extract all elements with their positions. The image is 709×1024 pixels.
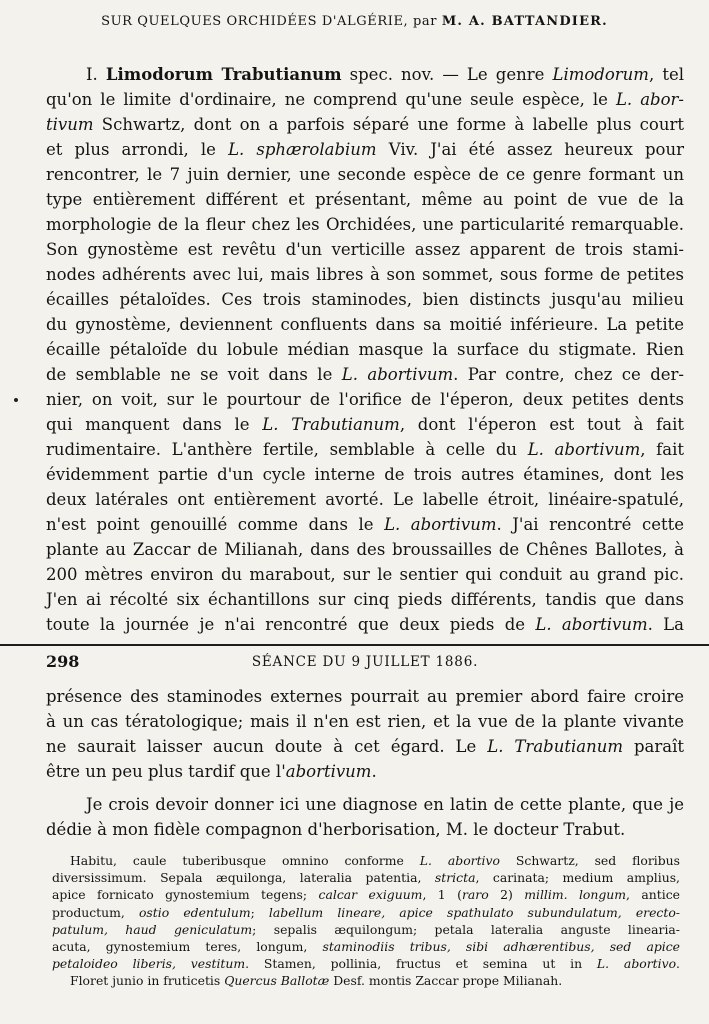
text-line (46, 262, 684, 287)
text-run: raro (461, 887, 489, 903)
text-run: rudimentaire. L'anthère fertile, semblable à celle du (46, 440, 528, 459)
text-run: abortivum (285, 762, 372, 781)
text-line (46, 734, 684, 759)
text-run: , fait (640, 440, 685, 459)
text-run: . (371, 762, 377, 781)
text-run: J'en ai récolté six échantillons sur cinq pieds différents, tandis que dans (46, 590, 684, 609)
text-line (46, 287, 684, 312)
text-line (46, 387, 684, 412)
text-run: . J'ai rencontré cette (496, 515, 685, 534)
text-line (46, 412, 684, 437)
text-line (46, 237, 684, 262)
text-run: ne saurait laisser aucun doute à cet égard. Le (46, 737, 488, 756)
text-run: stricta (434, 870, 476, 886)
text-run: . La (647, 615, 684, 634)
text-line (52, 886, 680, 903)
text-line (46, 537, 684, 562)
text-line (52, 869, 680, 886)
text-line (46, 187, 684, 212)
text-line (46, 87, 684, 112)
text-line (52, 938, 680, 955)
text-run: . Par contre, chez ce der- (453, 365, 685, 384)
text-line (46, 487, 684, 512)
text-run: Schwartz, dont on a parfois séparé une forme à labelle plus court (93, 115, 684, 134)
paragraph-continuation (46, 684, 684, 784)
text-run: Viv. J'ai été assez heureux pour (376, 140, 685, 159)
running-head-author: M. A. BATTANDIER. (441, 14, 608, 29)
text-run: L. abortivum (535, 615, 648, 634)
text-line (52, 904, 680, 921)
text-run: toute la journée je n'ai rencontré que deux pieds de (46, 615, 536, 634)
text-run: paraît (623, 737, 685, 756)
text-line (46, 462, 684, 487)
text-run: L. abor- (615, 90, 684, 109)
text-run: nodes adhérents avec lui, mais libres à son sommet, sous forme de petites (46, 265, 684, 284)
text-line (46, 162, 684, 187)
text-run: et plus arrondi, le (46, 140, 229, 159)
print-speck (14, 398, 18, 402)
text-line (52, 955, 680, 972)
text-line (52, 852, 680, 869)
text-run: L. abortivum (527, 440, 641, 459)
text-run: spec. nov. — Le genre (341, 65, 553, 84)
text-run: diversissimum. Sepala æquilonga, lateralia patentia, (52, 870, 435, 886)
text-run: Quercus Ballotæ (224, 973, 330, 989)
paragraph-limodorum (46, 62, 684, 637)
text-run: L. Trabutianum (262, 415, 400, 434)
text-run: , dont l'éperon est tout à fait (399, 415, 684, 434)
text-run: ; (250, 904, 269, 920)
text-run: Schwartz, sed floribus (499, 853, 680, 868)
text-line (46, 817, 684, 842)
text-line (46, 587, 684, 612)
text-run: Je crois devoir donner ici une diagnose en latin de cette plante, que je (86, 795, 684, 814)
text-run: Limodorum Trabutianum (105, 65, 342, 84)
text-run: présence des staminodes externes pourrait au premier abord faire croire (46, 687, 684, 706)
text-run: . Stamen, pollinia, fructus et semina ut in (245, 956, 597, 972)
text-run: 2) (488, 887, 525, 903)
text-run: type entièrement différent et présentant, même au point de vue de la (46, 190, 684, 209)
text-run: labellum lineare, apice spathulato subundulatum, erecto- (268, 904, 680, 920)
text-run: L. abortivo (596, 956, 677, 972)
text-run: L. Trabutianum (487, 737, 623, 756)
text-run: . (676, 956, 680, 972)
text-run: apice fornicato gynostemium tegens; (52, 887, 319, 903)
text-line (46, 137, 684, 162)
text-line (46, 437, 684, 462)
text-run: , 1 ( (422, 887, 462, 903)
text-run: de semblable ne se voit dans le (46, 365, 342, 384)
text-run: écailles pétaloïdes. Ces trois staminodes, bien distincts jusqu'au milieu (46, 290, 684, 309)
running-head (0, 14, 709, 29)
text-line (46, 212, 684, 237)
running-head-title: SUR QUELQUES ORCHIDÉES D'ALGÉRIE, par (101, 14, 438, 29)
text-run: être un peu plus tardif que l' (46, 762, 286, 781)
text-run: L. sphærolabium (228, 140, 377, 159)
text-run: n'est point genouillé comme dans le (46, 515, 385, 534)
text-line (46, 337, 684, 362)
folio-row (46, 652, 684, 674)
text-line (52, 921, 680, 938)
text-run: petaloideo liberis, vestitum (52, 956, 246, 972)
text-line (46, 759, 684, 784)
text-run: Desf. montis Zaccar prope Milianah. (329, 973, 563, 989)
text-run: , carinata; medium amplius, (475, 870, 680, 886)
text-run: millim. longum (524, 887, 627, 903)
text-line (52, 972, 680, 989)
page-break-rule (0, 644, 709, 646)
text-run: morphologie de la fleur chez les Orchidées, une particularité remarquable. (46, 215, 684, 234)
text-line (46, 792, 684, 817)
text-run: à un cas tératologique; mais il n'en est rien, et la vue de la plante vivante (46, 712, 684, 731)
text-line (46, 112, 684, 137)
text-run: L. abortivo (419, 853, 500, 868)
text-run: L. abortivum (341, 365, 454, 384)
text-line (46, 684, 684, 709)
text-run: acuta, gynostemium teres, longum, (52, 939, 323, 955)
session-heading: SÉANCE DU 9 JUILLET 1886. (251, 654, 479, 670)
text-run: staminodiis tribus, sibi adhærentibus, sed apice (322, 939, 680, 955)
text-line (46, 362, 684, 387)
text-run: évidemment partie d'un cycle interne de trois autres étamines, dont les (46, 465, 684, 484)
text-run: rencontrer, le 7 juin dernier, une seconde espèce de ce genre formant un (46, 165, 684, 184)
text-run: Limodorum (552, 65, 649, 84)
text-run: productum, (52, 904, 139, 920)
text-line (46, 512, 684, 537)
text-run: L. abortivum (384, 515, 497, 534)
text-run: I. (86, 65, 106, 84)
text-line (46, 312, 684, 337)
text-run: plante au Zaccar de Milianah, dans des broussailles de Chênes Ballotes, à (46, 540, 684, 559)
text-run: , tel (648, 65, 684, 84)
text-run: Son gynostème est revêtu d'un verticille assez apparent de trois stami- (46, 240, 684, 259)
text-run: 200 mètres environ du marabout, sur le sentier qui conduit au grand pic. (46, 565, 684, 584)
text-run: ; sepalis æquilongum; petala lateralia anguste linearia- (252, 921, 680, 937)
text-run: ostio edentulum (138, 904, 251, 920)
text-run: nier, on voit, sur le pourtour de l'orifice de l'éperon, deux petites dents (46, 390, 684, 409)
text-run: écaille pétaloïde du lobule médian masque la surface du stigmate. Rien (46, 340, 684, 359)
text-line (46, 562, 684, 587)
text-line (46, 62, 684, 87)
text-run: qu'on le limite d'ordinaire, ne comprend qu'une seule espèce, le (46, 90, 616, 109)
text-run: du gynostème, deviennent confluents dans sa moitié inférieure. La petite (46, 315, 684, 334)
text-run: calcar exiguum (318, 887, 423, 903)
text-run: deux latérales ont entièrement avorté. Le labelle étroit, linéaire-spatulé, (46, 490, 684, 509)
text-line (46, 709, 684, 734)
text-run: dédie à mon fidèle compagnon d'herborisation, M. le docteur Trabut. (46, 820, 626, 839)
text-run: , antice (626, 887, 680, 903)
page-number: 298 (46, 652, 80, 671)
text-run: qui manquent dans le (46, 415, 263, 434)
text-run: Habitu, caule tuberibusque omnino conforme (70, 853, 420, 868)
text-run: tivum (46, 115, 94, 134)
text-run: Floret junio in fruticetis (70, 973, 225, 989)
paragraph-dedication (46, 792, 684, 842)
text-line (46, 612, 684, 637)
latin-diagnosis (52, 852, 680, 990)
text-run: patulum, haud geniculatum (52, 921, 253, 937)
